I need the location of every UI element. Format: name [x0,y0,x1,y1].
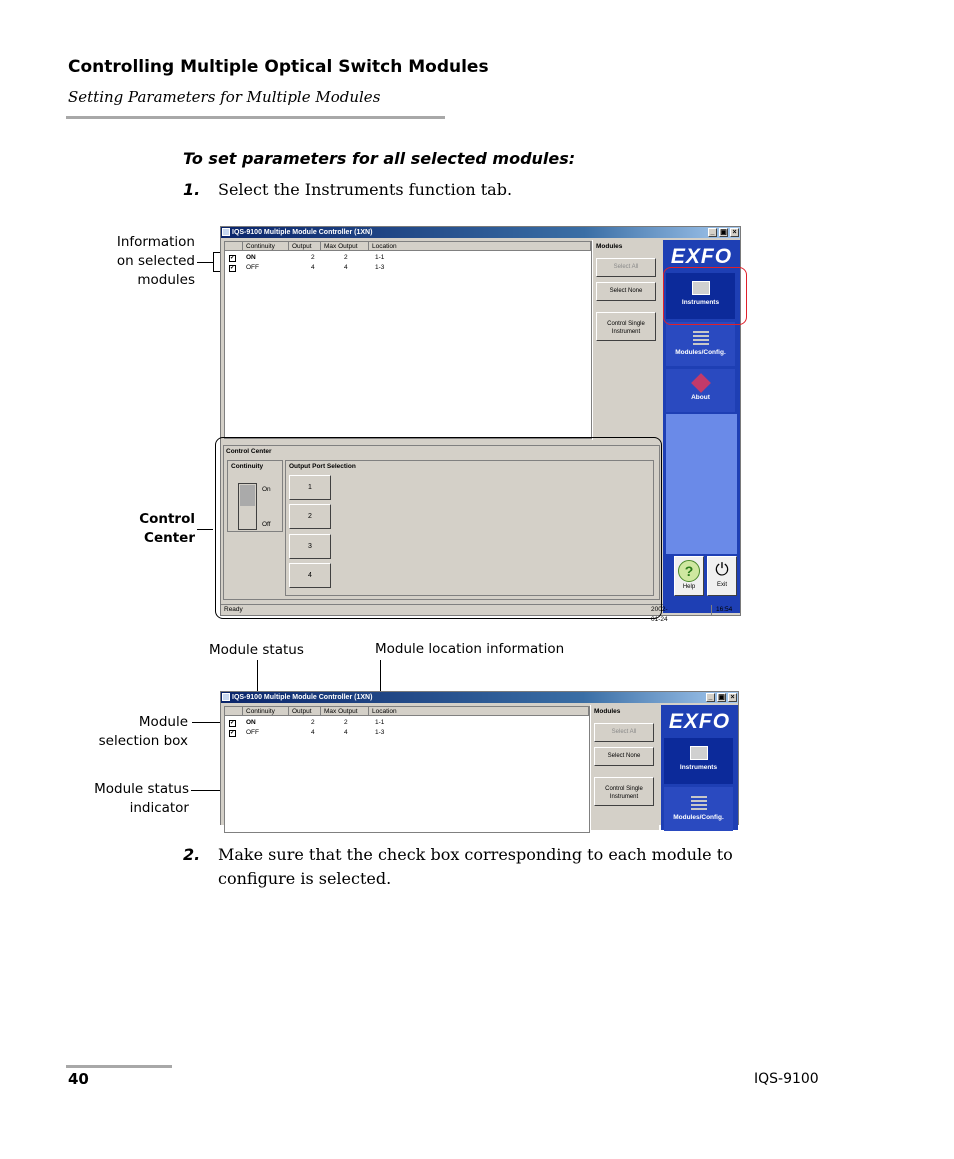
row-max-output: 2 [344,254,348,261]
page-number: 40 [68,1070,89,1088]
row-location: 1-3 [375,729,385,736]
leader-line [197,262,213,263]
callout-info [100,233,195,290]
module-checkbox[interactable]: ✓ [230,720,236,726]
port-1-button[interactable]: 1 [289,475,331,500]
module-list[interactable] [224,241,592,439]
control-single-line2: Instrument [609,794,639,800]
app-icon [222,228,230,236]
row-max-output: 2 [344,719,348,726]
window-title: IQS-9100 Multiple Module Controller (1XN) [232,229,373,236]
callout-module-location: Module location information [375,641,565,657]
modules-panel [592,240,661,440]
power-icon: ⏻ [715,560,729,579]
row-continuity: ON [246,254,256,261]
section-title: Setting Parameters for Multiple Modules [68,88,381,106]
select-none-button[interactable]: Select None [596,282,656,301]
step-2-line1: Make sure that the check box corresponding to each module to [218,845,733,864]
module-list[interactable] [224,706,590,833]
tab-modules-config[interactable] [666,322,735,366]
row-output: 2 [311,254,315,261]
help-label: Help [682,584,696,590]
help-button[interactable] [674,556,704,596]
port-3-button[interactable]: 3 [289,534,331,559]
callout-control-line1: Control [139,511,195,527]
col-continuity[interactable]: Continuity [243,242,289,251]
modules-config-icon [693,329,709,345]
callout-info-line2: on selected [116,253,195,269]
select-all-button[interactable]: Select All [596,258,656,277]
tab-instruments-label: Instruments [681,299,720,306]
modules-panel-title: Modules [596,243,623,250]
col-max-output[interactable]: Max Output [321,242,369,251]
select-none-button[interactable]: Select None [594,747,654,766]
port-4-button[interactable]: 4 [289,563,331,588]
row-output: 4 [311,264,315,271]
module-checkbox[interactable]: ✓ [230,730,236,736]
tab-modules-config-label: Modules/Config. [675,349,726,356]
col-output[interactable]: Output [289,242,321,251]
select-all-button[interactable]: Select All [594,723,654,742]
callout-selection-line1: Module [138,714,188,730]
control-single-line2: Instrument [611,329,641,335]
chapter-title: Controlling Multiple Optical Switch Modules [68,57,489,77]
footer-rule [66,1065,172,1068]
callout-indicator-line1: Module status [94,781,189,797]
col-location[interactable]: Location [369,242,591,251]
restore-button[interactable]: ▣ [720,229,727,236]
row-continuity: OFF [246,264,259,271]
step-1-number: 1. [183,180,201,199]
restore-button[interactable]: ▣ [718,694,725,701]
col-max-output[interactable]: Max Output [321,707,369,716]
product-name: IQS-9100 [754,1071,819,1087]
leader-line [192,722,222,723]
instruments-icon [690,746,708,760]
nav-empty-area [666,414,737,554]
minimize-button[interactable]: _ [706,693,715,702]
callout-selection-box [90,713,188,751]
row-continuity: OFF [246,729,259,736]
list-header-check [225,707,243,716]
callout-control-line2: Center [144,530,195,546]
modules-config-icon [691,794,707,810]
minimize-button[interactable]: _ [708,228,717,237]
title-bar [221,692,738,703]
help-icon: ? [678,560,700,582]
step-2-text [218,843,778,891]
tab-about-label: About [691,394,710,401]
window-title: IQS-9100 Multiple Module Controller (1XN) [232,694,373,701]
step-2-number: 2. [183,845,201,864]
output-port-label: Output Port Selection [289,463,356,470]
procedure-title: To set parameters for all selected modules: [183,149,576,168]
callout-selection-line2: selection box [98,733,188,749]
step-1-text: Select the Instruments function tab. [218,180,513,199]
control-single-line1: Control Single [607,321,645,327]
header-rule [66,116,445,119]
callout-status-indicator [80,780,189,818]
status-text: Ready [224,606,243,613]
row-continuity: ON [246,719,256,726]
col-location[interactable]: Location [369,707,589,716]
port-2-button[interactable]: 2 [289,504,331,529]
status-time: 16:54 [711,605,732,615]
control-single-line1: Control Single [605,786,643,792]
control-single-instrument-button[interactable] [594,777,654,806]
row-max-output: 4 [344,729,348,736]
tab-modules-config[interactable] [664,787,733,831]
module-checkbox[interactable]: ✓ [230,255,236,261]
row-output: 4 [311,729,315,736]
modules-panel [590,705,659,830]
continuity-label: Continuity [231,463,264,470]
control-center-highlight [215,437,662,619]
list-header-check [225,242,243,251]
tab-modules-config-label: Modules/Config. [673,814,724,821]
on-label: On [262,486,271,493]
col-output[interactable]: Output [289,707,321,716]
row-location: 1-1 [375,719,385,726]
control-single-instrument-button[interactable] [596,312,656,341]
tab-instruments[interactable] [664,738,733,784]
exfo-logo: EXFO [666,243,737,270]
function-tab-bar [661,705,738,830]
tab-instruments-label: Instruments [679,764,718,771]
callout-info-line1: Information [116,234,195,250]
row-output: 2 [311,719,315,726]
control-center-title: Control Center [226,448,272,455]
leader-bracket [213,252,214,272]
status-date: 2002-01-24 [651,606,668,623]
callout-module-status: Module status [209,642,304,658]
row-location: 1-3 [375,264,385,271]
leader-line [197,529,213,530]
col-continuity[interactable]: Continuity [243,707,289,716]
module-checkbox[interactable]: ✓ [230,265,236,271]
about-book-icon [691,373,711,393]
close-button[interactable]: × [728,693,737,702]
tab-about[interactable] [666,369,735,412]
callout-indicator-line2: indicator [129,800,189,816]
off-label: Off [262,521,271,528]
exit-button[interactable] [707,556,737,596]
exfo-logo: EXFO [668,710,731,733]
title-bar [221,227,740,238]
exit-label: Exit [716,582,727,588]
callout-info-line3: modules [137,272,195,288]
instruments-highlight [663,267,747,325]
row-location: 1-1 [375,254,385,261]
app-icon [222,693,230,701]
modules-panel-title: Modules [594,708,621,715]
close-button[interactable]: × [730,228,739,237]
row-max-output: 4 [344,264,348,271]
app-window-detail [220,691,739,825]
callout-control-center [100,510,195,548]
step-2-line2: configure is selected. [218,869,392,888]
